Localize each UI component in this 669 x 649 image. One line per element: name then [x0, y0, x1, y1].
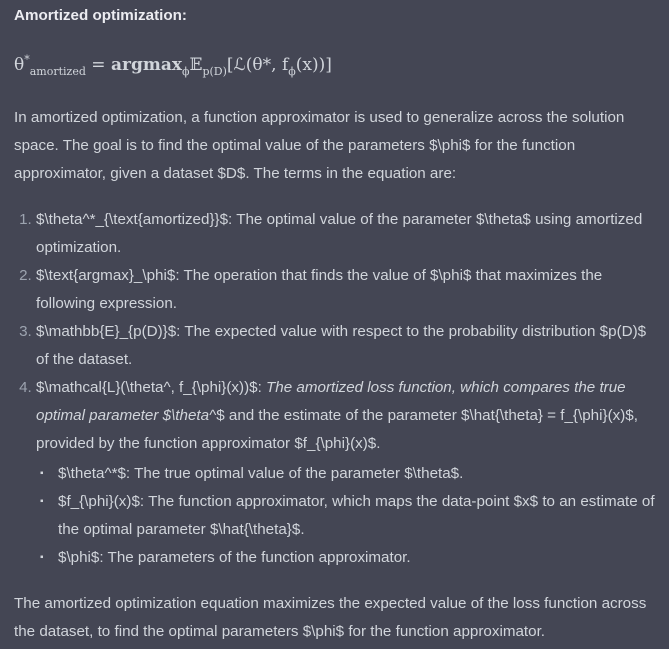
eq-rest: [ℒ(θ*, f — [226, 55, 289, 75]
list-item-italic: The amortized loss function, which compares the true optimal parameter $\theta^ — [36, 379, 626, 424]
intro-paragraph: In amortized optimization, a function approximator is used to generalize across the solution space. The goal is to find the optimal value of the parameters $\phi$ for the function approximator, given a dataset $D$. The terms in the equation are: — [14, 109, 625, 182]
sub-list-item — [40, 488, 655, 544]
list-item — [36, 206, 655, 262]
amortized-equation — [14, 48, 655, 84]
list-item — [36, 318, 655, 374]
sub-list-item-text: $\phi$: The parameters of the function approximator. — [58, 549, 411, 566]
list-item — [36, 374, 655, 572]
eq-pD: p(D) — [202, 65, 227, 78]
sub-list-item — [40, 544, 655, 572]
eq-phi-sub: ϕ — [181, 65, 190, 78]
list-item — [36, 262, 655, 318]
bullet-icon: ▪ — [40, 552, 44, 563]
eq-sub-amortized: amortized — [29, 65, 86, 78]
bullet-icon: ▪ — [40, 468, 44, 479]
sub-list-item-text: $f_{\phi}(x)$: The function approximator, which maps the data-point $x$ to an estimate of the optimal parameter $\hat{\theta}$. — [58, 493, 655, 538]
eq-theta: θ — [14, 55, 25, 75]
list-item-text: $\mathbb{E}_{p(D)}$: The expected value with respect to the probability distribution $p(D)$ of the dataset. — [36, 323, 647, 368]
sub-list-item — [40, 460, 655, 488]
eq-star: * — [24, 53, 30, 66]
eq-equals: = — [85, 55, 111, 75]
eq-phi-f: ϕ — [288, 65, 296, 78]
closing-paragraph: The amortized optimization equation maximizes the expected value of the loss function across the dataset, to find the optimal parameters $\phi$ for the function approximator. — [14, 595, 647, 640]
section-heading: Amortized optimization: — [14, 7, 187, 24]
list-item-text: $\theta^*_{\text{amortized}}$: The optimal value of the parameter $\theta$ using amortized optimization. — [36, 211, 643, 256]
sub-terms-list — [36, 460, 655, 572]
list-item-plain-start: $\mathcal{L}(\theta^, f_{\phi}(x))$: — [36, 379, 267, 396]
eq-tail: (x))] — [295, 55, 332, 75]
eq-argmax: argmax — [110, 55, 182, 75]
list-item-text: $\text{argmax}_\phi$: The operation that finds the value of $\phi$ that maximizes the following expression. — [36, 267, 603, 312]
eq-expectation: 𝔼 — [189, 55, 203, 75]
terms-list — [14, 206, 655, 572]
sub-list-item-text: $\theta^*$: The true optimal value of the parameter $\theta$. — [58, 465, 464, 482]
bullet-icon: ▪ — [40, 496, 44, 507]
list-item-plain-end: $ and the estimate of the parameter $\hat{\theta} = f_{\phi}(x)$, provided by the function approximator $f_{\phi}(x)$. — [36, 407, 638, 452]
